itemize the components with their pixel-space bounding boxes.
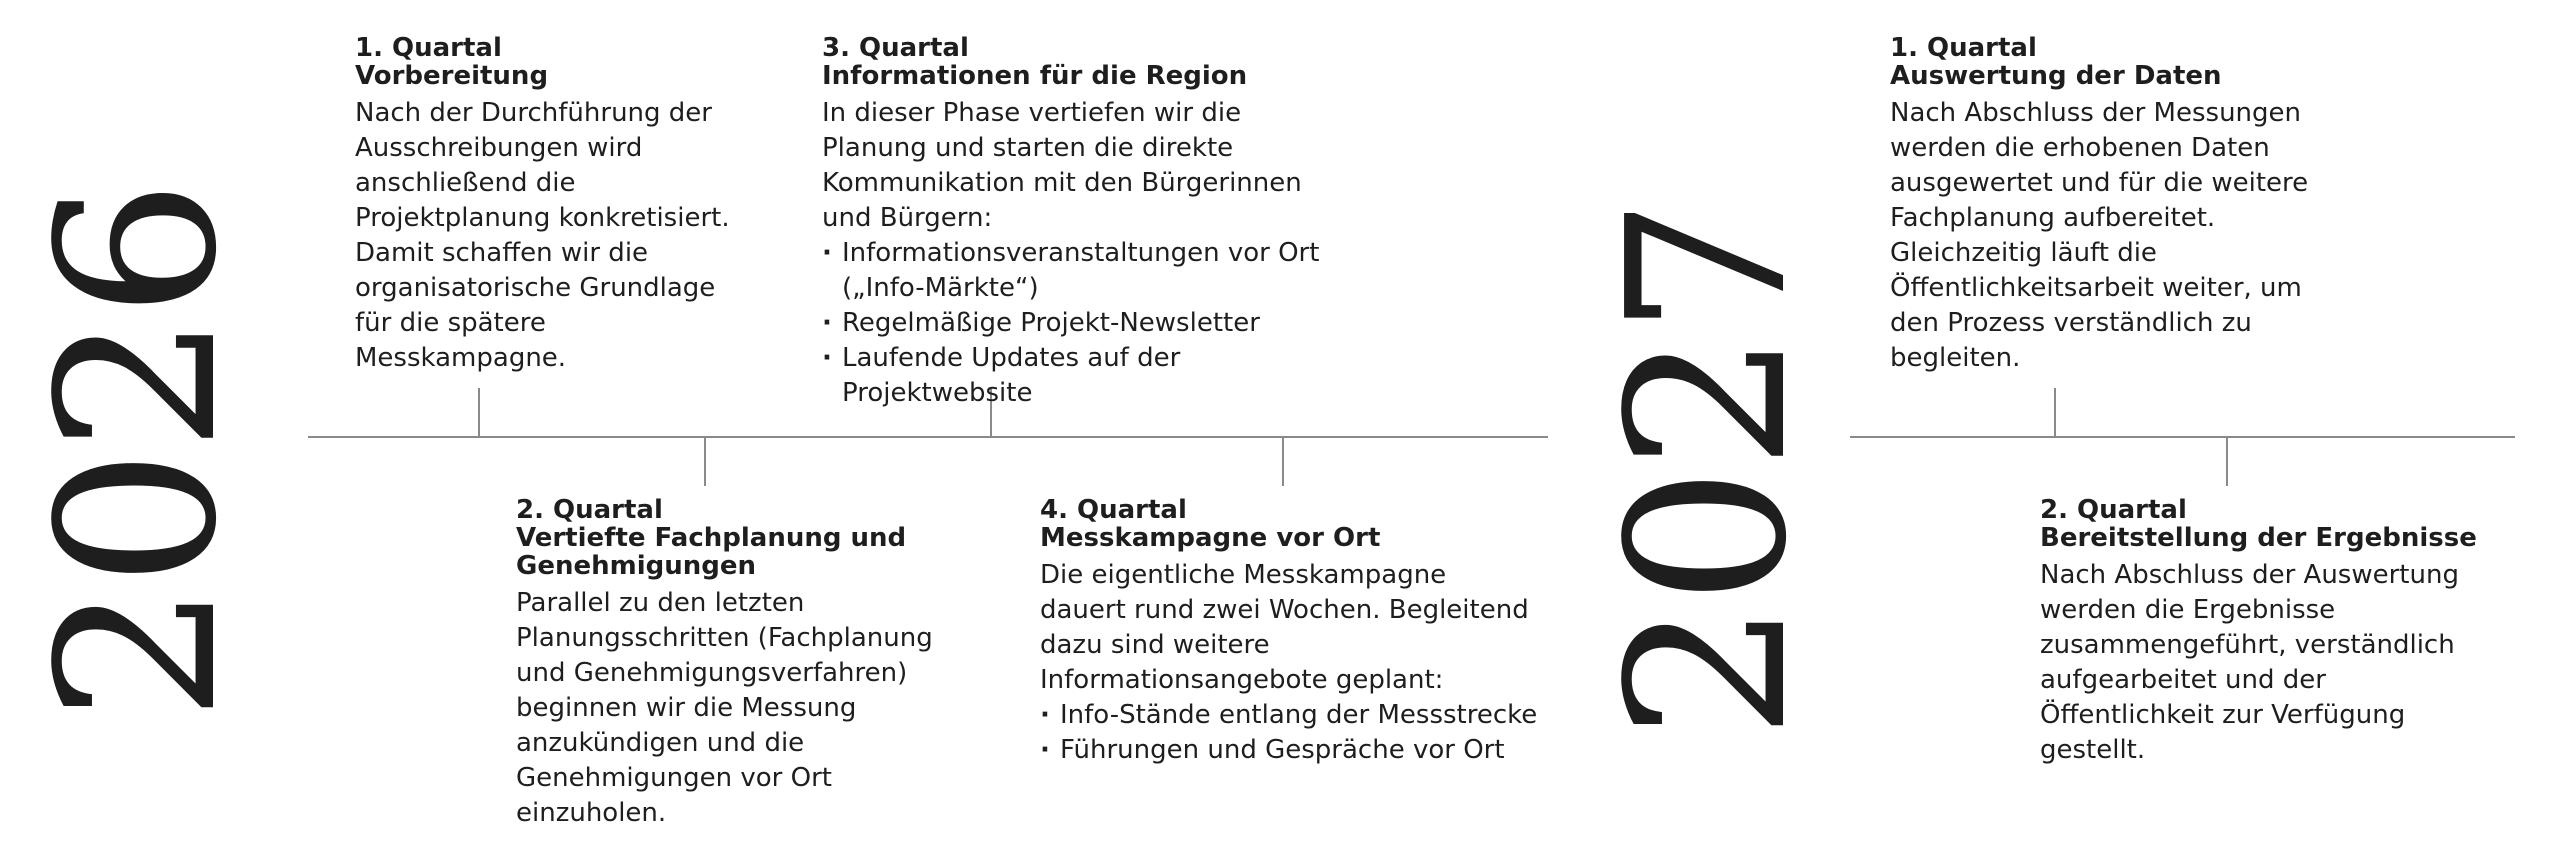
tick-2027-q1 xyxy=(2054,388,2056,436)
bullet-item: · Regelmäßige Projekt-Newsletter xyxy=(822,306,1352,341)
milestone-title: Vorbereitung xyxy=(355,61,549,91)
year-label-2027: 2027 xyxy=(1582,201,1835,740)
timeline-axis-2026 xyxy=(308,436,1548,438)
milestone-quarter: 2. Quartal xyxy=(2040,495,2187,525)
milestone-description: Die eigentliche Messkampagne dauert rund zwei Wochen. Begleitend dazu sind weitere Informationsangebote geplant: xyxy=(1040,560,1529,695)
tick-2026-q1 xyxy=(478,388,480,436)
milestone-2026-q1 xyxy=(355,34,755,376)
bullet-item: · Laufende Updates auf der Projektwebsite xyxy=(822,341,1352,411)
milestone-quarter: 3. Quartal xyxy=(822,33,969,63)
tick-2026-q4 xyxy=(1282,436,1284,486)
bullet-item: · Info-Stände entlang der Messstrecke xyxy=(1040,698,1540,733)
bullet-item: · Informationsveranstaltungen vor Ort („Info-Märkte“) xyxy=(822,236,1352,306)
milestone-title: Vertiefte Fachplanung und Genehmigungen xyxy=(516,523,907,581)
milestone-quarter: 1. Quartal xyxy=(355,33,502,63)
milestone-2026-q3 xyxy=(822,34,1352,411)
milestone-bullet-list xyxy=(822,236,1352,411)
milestone-description: Nach Abschluss der Auswertung werden die Ergebnisse zusammengeführt, verständlich aufgearbeitet und der Öffentlichkeit zur Verfügung gestellt. xyxy=(2040,560,2459,765)
bullet-item: · Führungen und Gespräche vor Ort xyxy=(1040,733,1540,768)
timeline-axis-2027 xyxy=(1850,436,2515,438)
milestone-title: Auswertung der Daten xyxy=(1890,61,2222,91)
milestone-2026-q2 xyxy=(516,496,956,831)
milestone-description: Parallel zu den letzten Planungsschritten (Fachplanung und Genehmigungsverfahren) beginnen wir die Messung anzukündigen und die Genehmigungen vor Ort einzuholen. xyxy=(516,588,933,828)
milestone-2027-q1 xyxy=(1890,34,2330,376)
milestone-2026-q4 xyxy=(1040,496,1540,768)
year-label-2026: 2026 xyxy=(12,183,265,722)
milestone-quarter: 1. Quartal xyxy=(1890,33,2037,63)
milestone-description: In dieser Phase vertiefen wir die Planung und starten die direkte Kommunikation mit den Bürgerinnen und Bürgern: xyxy=(822,98,1302,233)
tick-2027-q2 xyxy=(2226,436,2228,486)
tick-2026-q2 xyxy=(704,436,706,486)
milestone-quarter: 4. Quartal xyxy=(1040,495,1187,525)
milestone-bullet-list xyxy=(1040,698,1540,768)
milestone-2027-q2 xyxy=(2040,496,2480,768)
milestone-quarter: 2. Quartal xyxy=(516,495,663,525)
milestone-description: Nach Abschluss der Messungen werden die erhobenen Daten ausgewertet und für die weitere Fachplanung aufbereitet. Gleichzeitig läuft die Öffentlichkeitsarbeit weiter, um den Prozess verständlich zu begleiten. xyxy=(1890,98,2309,373)
milestone-description: Nach der Durchführung der Ausschreibungen wird anschließend die Projektplanung konkretisiert. Damit schaffen wir die organisatorische Grundlage für die spätere Messkampagne. xyxy=(355,98,730,373)
milestone-title: Messkampagne vor Ort xyxy=(1040,523,1381,553)
milestone-title: Informationen für die Region xyxy=(822,61,1248,91)
milestone-title: Bereitstellung der Ergebnisse xyxy=(2040,523,2477,553)
